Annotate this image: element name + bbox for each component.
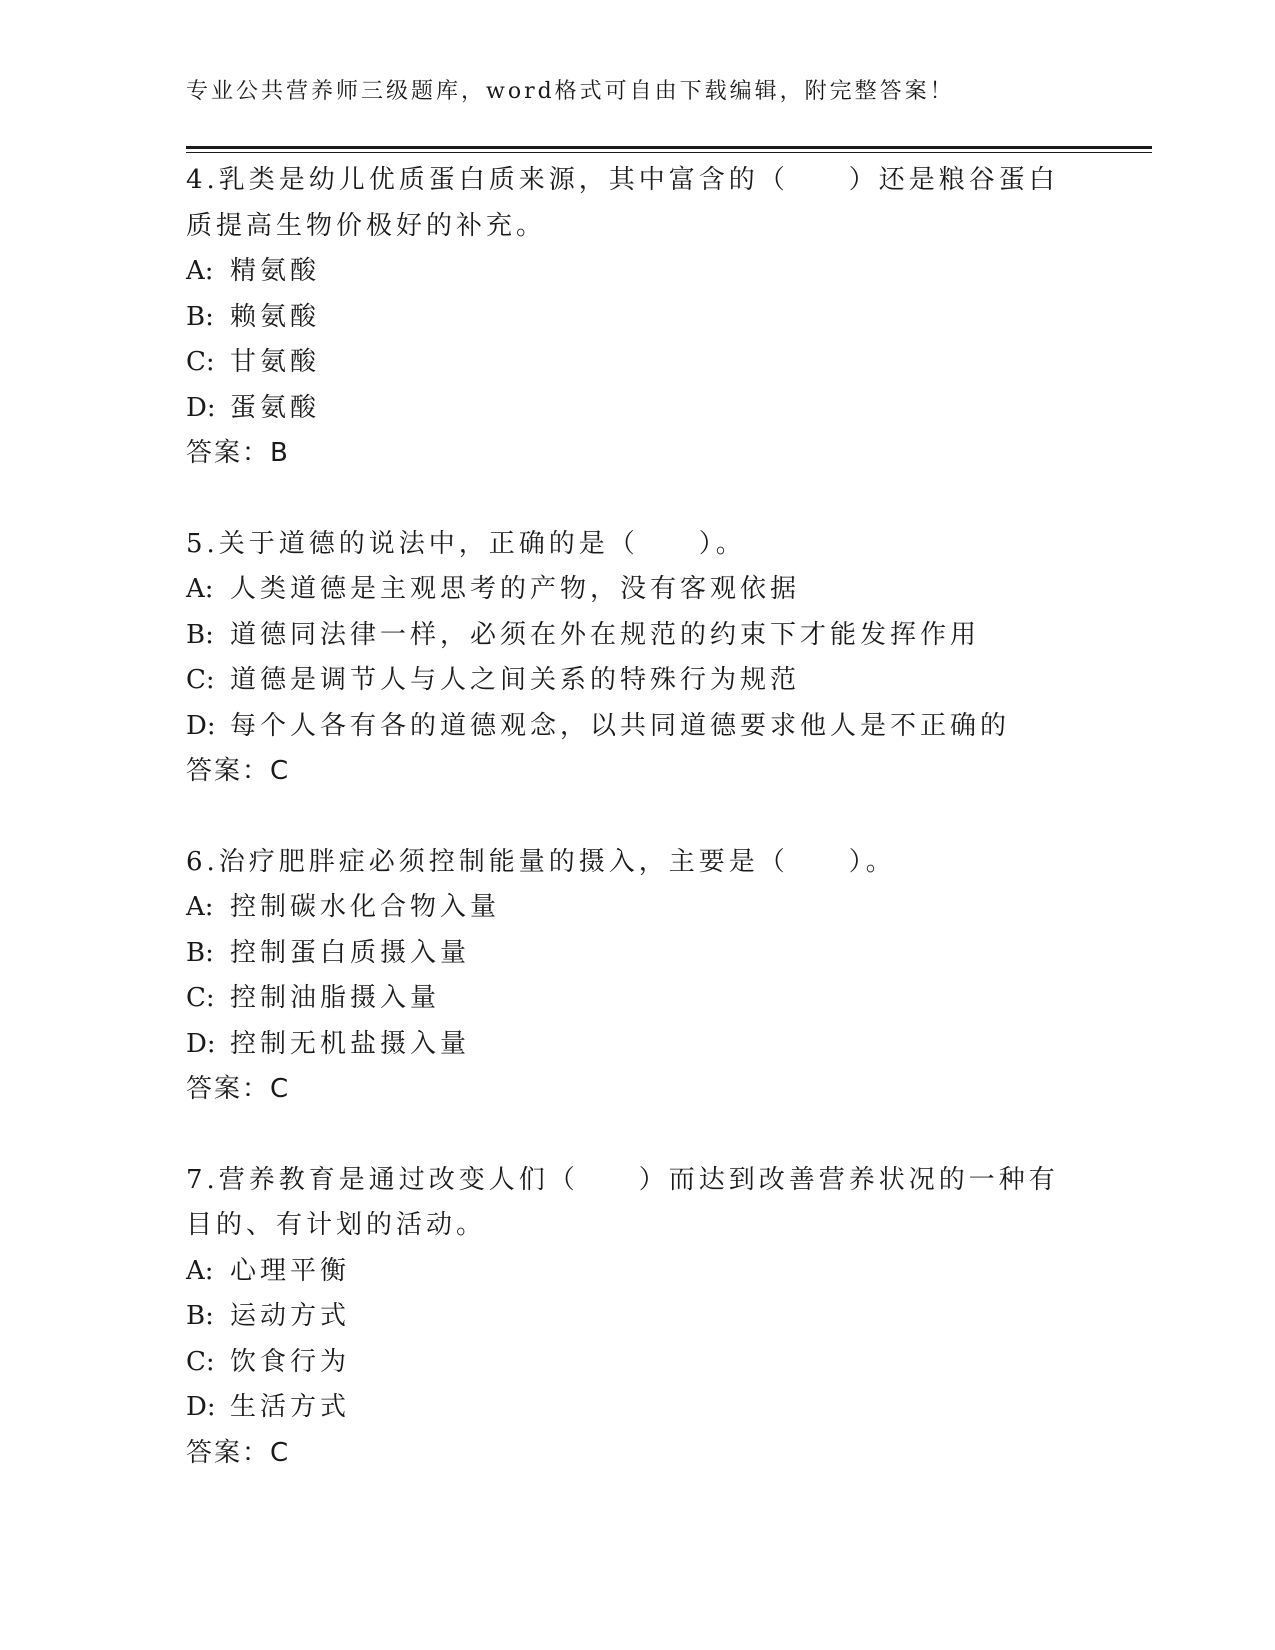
question-6 — [186, 840, 1066, 1113]
option-text: 控制油脂摄入量 — [230, 983, 441, 1013]
option-letter: A: — [186, 892, 214, 922]
option-d — [186, 704, 1066, 750]
question-text: 6.治疗肥胖症必须控制能量的摄入，主要是（ ）。 — [186, 846, 896, 877]
option-text: 生活方式 — [230, 1392, 351, 1422]
option-text: 蛋氨酸 — [230, 392, 321, 423]
option-letter: D: — [186, 392, 216, 423]
option-text: 道德是调节人与人之间关系的特殊行为规范 — [230, 665, 801, 695]
option-a — [186, 249, 1066, 295]
option-letter: C: — [186, 347, 215, 377]
option-b — [186, 613, 1066, 659]
option-text: 运动方式 — [230, 1301, 351, 1331]
option-text: 控制碳水化合物入量 — [230, 892, 501, 922]
option-letter: A: — [186, 574, 214, 604]
option-letter: B: — [186, 937, 214, 968]
option-text: 每个人各有各的道德观念，以共同道德要求他人是不正确的 — [230, 710, 1011, 741]
option-text: 心理平衡 — [230, 1255, 351, 1286]
header-rule-thin — [186, 152, 1152, 153]
option-c — [186, 1340, 1066, 1386]
option-d — [186, 386, 1066, 432]
option-d — [186, 1385, 1066, 1431]
question-text: 7.营养教育是通过改变人们（ ）而达到改善营养状况的一种有目的、有计划的活动。 — [186, 1164, 1059, 1240]
question-4 — [186, 158, 1066, 477]
option-text: 甘氨酸 — [230, 347, 321, 377]
option-a — [186, 885, 1066, 931]
option-text: 道德同法律一样，必须在外在规范的约束下才能发挥作用 — [230, 619, 981, 650]
option-text: 精氨酸 — [230, 256, 321, 286]
option-c — [186, 340, 1066, 386]
option-letter: B: — [186, 301, 214, 332]
question-text: 5.关于道德的说法中，正确的是（ ）。 — [186, 528, 746, 559]
question-text: 4.乳类是幼儿优质蛋白质来源，其中富含的（ ）还是粮谷蛋白质提高生物价极好的补充。 — [186, 165, 1059, 241]
option-letter: B: — [186, 1301, 214, 1331]
answer-line: 答案：C — [186, 756, 291, 786]
option-text: 饮食行为 — [230, 1346, 351, 1377]
option-letter: D: — [186, 710, 216, 741]
option-letter: C: — [186, 665, 215, 695]
option-c — [186, 976, 1066, 1022]
option-a — [186, 567, 1066, 613]
question-7 — [186, 1158, 1066, 1477]
option-letter: A: — [186, 256, 214, 286]
option-letter: D: — [186, 1392, 216, 1422]
option-a — [186, 1249, 1066, 1295]
option-d — [186, 1022, 1066, 1068]
page-header: 专业公共营养师三级题库，word格式可自由下载编辑，附完整答案！ — [186, 79, 955, 104]
option-text: 控制蛋白质摄入量 — [230, 937, 471, 968]
question-5 — [186, 522, 1066, 795]
option-text: 赖氨酸 — [230, 301, 321, 332]
option-b — [186, 1294, 1066, 1340]
answer-line: 答案：C — [186, 1437, 291, 1468]
option-c — [186, 658, 1066, 704]
question-list — [186, 158, 1066, 1521]
option-letter: B: — [186, 619, 214, 650]
answer-line: 答案：C — [186, 1074, 291, 1104]
header-rule-thick — [186, 146, 1152, 149]
option-letter: C: — [186, 983, 215, 1013]
option-text: 控制无机盐摄入量 — [230, 1028, 471, 1059]
option-b — [186, 931, 1066, 977]
option-letter: A: — [186, 1255, 214, 1286]
option-text: 人类道德是主观思考的产物，没有客观依据 — [230, 574, 801, 604]
option-letter: D: — [186, 1028, 216, 1059]
answer-line: 答案：B — [186, 438, 290, 468]
option-letter: C: — [186, 1346, 215, 1377]
option-b — [186, 295, 1066, 341]
